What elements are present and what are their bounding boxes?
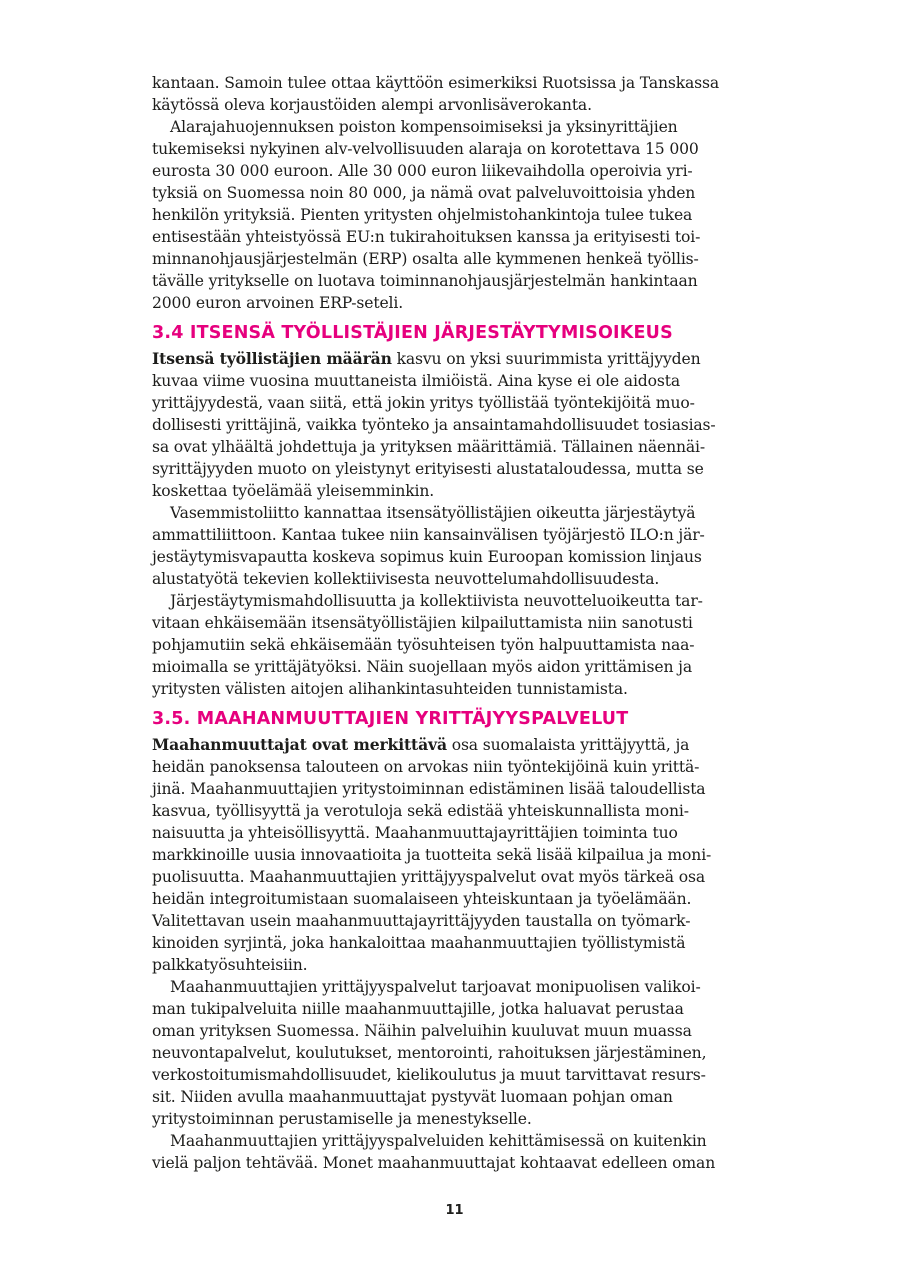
paragraph-intro [152,72,762,116]
text-line: tukemiseksi nykyinen alv-velvollisuuden alaraja on korotettava 15 000 [152,140,699,158]
text-line: pohjamutiin sekä ehkäisemään työsuhteisen työn halpuuttamista naa- [152,636,695,654]
text-line: verkostoitumismahdollisuudet, kielikoulutus ja muut tarvittavat resurs- [152,1066,706,1084]
text-line: yritysten välisten aitojen alihankintasuhteiden tunnistamista. [152,680,628,698]
text-line: markkinoille uusia innovaatioita ja tuotteita sekä lisää kilpailua ja moni- [152,846,712,864]
text-line: Valitettavan usein maahanmuuttajayrittäjyyden taustalla on työmark- [152,912,691,930]
paragraph-3-4-3 [152,590,762,700]
text-line: Vasemmistoliitto kannattaa itsensätyöllistäjien oikeutta järjestäytyä [170,504,696,522]
lead-in-bold: Maahanmuuttajat ovat merkittävä [152,735,447,754]
text-line: kinoiden syrjintä, joka hankaloittaa maahanmuuttajien työllistymistä [152,934,686,952]
text-line: entisestään yhteistyössä EU:n tukirahoituksen kanssa ja erityisesti toi- [152,228,701,246]
text-line: ammattiliittoon. Kantaa tukee niin kansainvälisen työjärjestö ILO:n jär- [152,526,705,544]
text-line: sit. Niiden avulla maahanmuuttajat pystyvät luomaan pohjan oman [152,1088,673,1106]
text-line: dollisesti yrittäjinä, vaikka työnteko ja ansaintamahdollisuudet tosiasias- [152,416,716,434]
lead-in-rest: osa suomalaista yrittäjyyttä, ja [446,736,690,754]
text-line: puolisuutta. Maahanmuuttajien yrittäjyyspalvelut ovat myös tärkeä osa [152,868,705,886]
text-line: naisuutta ja yhteisöllisyyttä. Maahanmuuttajayrittäjien toiminta tuo [152,824,678,842]
text-line: mioimalla se yrittäjätyöksi. Näin suojellaan myös aidon yrittämisen ja [152,658,692,676]
page-number: 11 [445,1203,464,1218]
text-line: 2000 euron arvoinen ERP-seteli. [152,294,404,312]
text-line [152,734,762,756]
paragraph-alv [152,116,762,314]
paragraph-3-5-1 [152,734,762,976]
text-line: heidän integroitumistaan suomalaiseen yhteiskuntaan ja työelämään. [152,890,692,908]
text-line: Maahanmuuttajien yrittäjyyspalvelut tarjoavat monipuolisen valikoi- [170,978,701,996]
text-line: man tukipalveluita niille maahanmuuttajille, jotka haluavat perustaa [152,1000,684,1018]
paragraph-3-4-1 [152,348,762,502]
text-line: henkilön yrityksiä. Pienten yritysten ohjelmistohankintoja tulee tukea [152,206,693,224]
paragraph-3-5-2 [152,976,762,1130]
paragraph-3-4-2 [152,502,762,590]
text-line: tävälle yritykselle on luotava toiminnanohjausjärjestelmän hankintaan [152,272,698,290]
text-line: vielä paljon tehtävää. Monet maahanmuuttajat kohtaavat edelleen oman [152,1154,716,1172]
section-heading-3-5: 3.5. MAAHANMUUTTAJIEN YRITTÄJYYSPALVELUT [152,709,629,729]
text-line: yritystoiminnan perustamiselle ja menestykselle. [152,1110,532,1128]
text-line: eurosta 30 000 euroon. Alle 30 000 euron liikevaihdolla operoivia yri- [152,162,693,180]
text-line: käytössä oleva korjaustöiden alempi arvonlisäverokanta. [152,96,592,114]
text-line: kuvaa viime vuosina muuttaneista ilmiöistä. Aina kyse ei ole aidosta [152,372,680,390]
text-line: palkkatyösuhteisiin. [152,956,308,974]
text-line: oman yrityksen Suomessa. Näihin palveluihin kuuluvat muun muassa [152,1022,692,1040]
text-line: alustatyötä tekevien kollektiivisesta neuvottelumahdollisuudesta. [152,570,660,588]
text-line: vitaan ehkäisemään itsensätyöllistäjien kilpailuttamista niin sanotusti [152,614,693,632]
text-line: Maahanmuuttajien yrittäjyyspalveluiden kehittämisessä on kuitenkin [170,1132,707,1150]
text-line: Alarajahuojennuksen poiston kompensoimiseksi ja yksinyrittäjien [170,118,678,136]
text-line: tyksiä on Suomessa noin 80 000, ja nämä ovat palveluvoittoisia yhden [152,184,696,202]
text-line [152,348,762,370]
text-line: sa ovat ylhäältä johdettuja ja yrityksen määrittämiä. Tällainen näennäi- [152,438,705,456]
text-line: kantaan. Samoin tulee ottaa käyttöön esimerkiksi Ruotsissa ja Tanskassa [152,74,720,92]
page-body [152,72,762,1174]
text-line: Järjestäytymismahdollisuutta ja kollektiivista neuvotteluoikeutta tar- [170,592,703,610]
text-line: syrittäjyyden muoto on yleistynyt erityisesti alustataloudessa, mutta se [152,460,704,478]
lead-in-rest: kasvu on yksi suurimmista yrittäjyyden [391,350,701,368]
text-line: jinä. Maahanmuuttajien yritystoiminnan edistäminen lisää taloudellista [152,780,706,798]
text-line: minnanohjausjärjestelmän (ERP) osalta alle kymmenen henkeä työllis- [152,250,699,268]
paragraph-3-5-3 [152,1130,762,1174]
text-line: jestäytymisvapautta koskeva sopimus kuin Euroopan komission linjaus [152,548,702,566]
text-line: heidän panoksensa talouteen on arvokas niin työntekijöinä kuin yrittä- [152,758,700,776]
text-line: neuvontapalvelut, koulutukset, mentorointi, rahoituksen järjestäminen, [152,1044,707,1062]
text-line: yrittäjyydestä, vaan siitä, että jokin yritys työllistää työntekijöitä muo- [152,394,695,412]
text-line: koskettaa työelämää yleisemminkin. [152,482,435,500]
section-heading-3-4: 3.4 ITSENSÄ TYÖLLISTÄJIEN JÄRJESTÄYTYMISOIKEUS [152,323,673,343]
lead-in-bold: Itsensä työllistäjien määrän [152,349,392,368]
text-line: kasvua, työllisyyttä ja verotuloja sekä edistää yhteiskunnallista moni- [152,802,689,820]
